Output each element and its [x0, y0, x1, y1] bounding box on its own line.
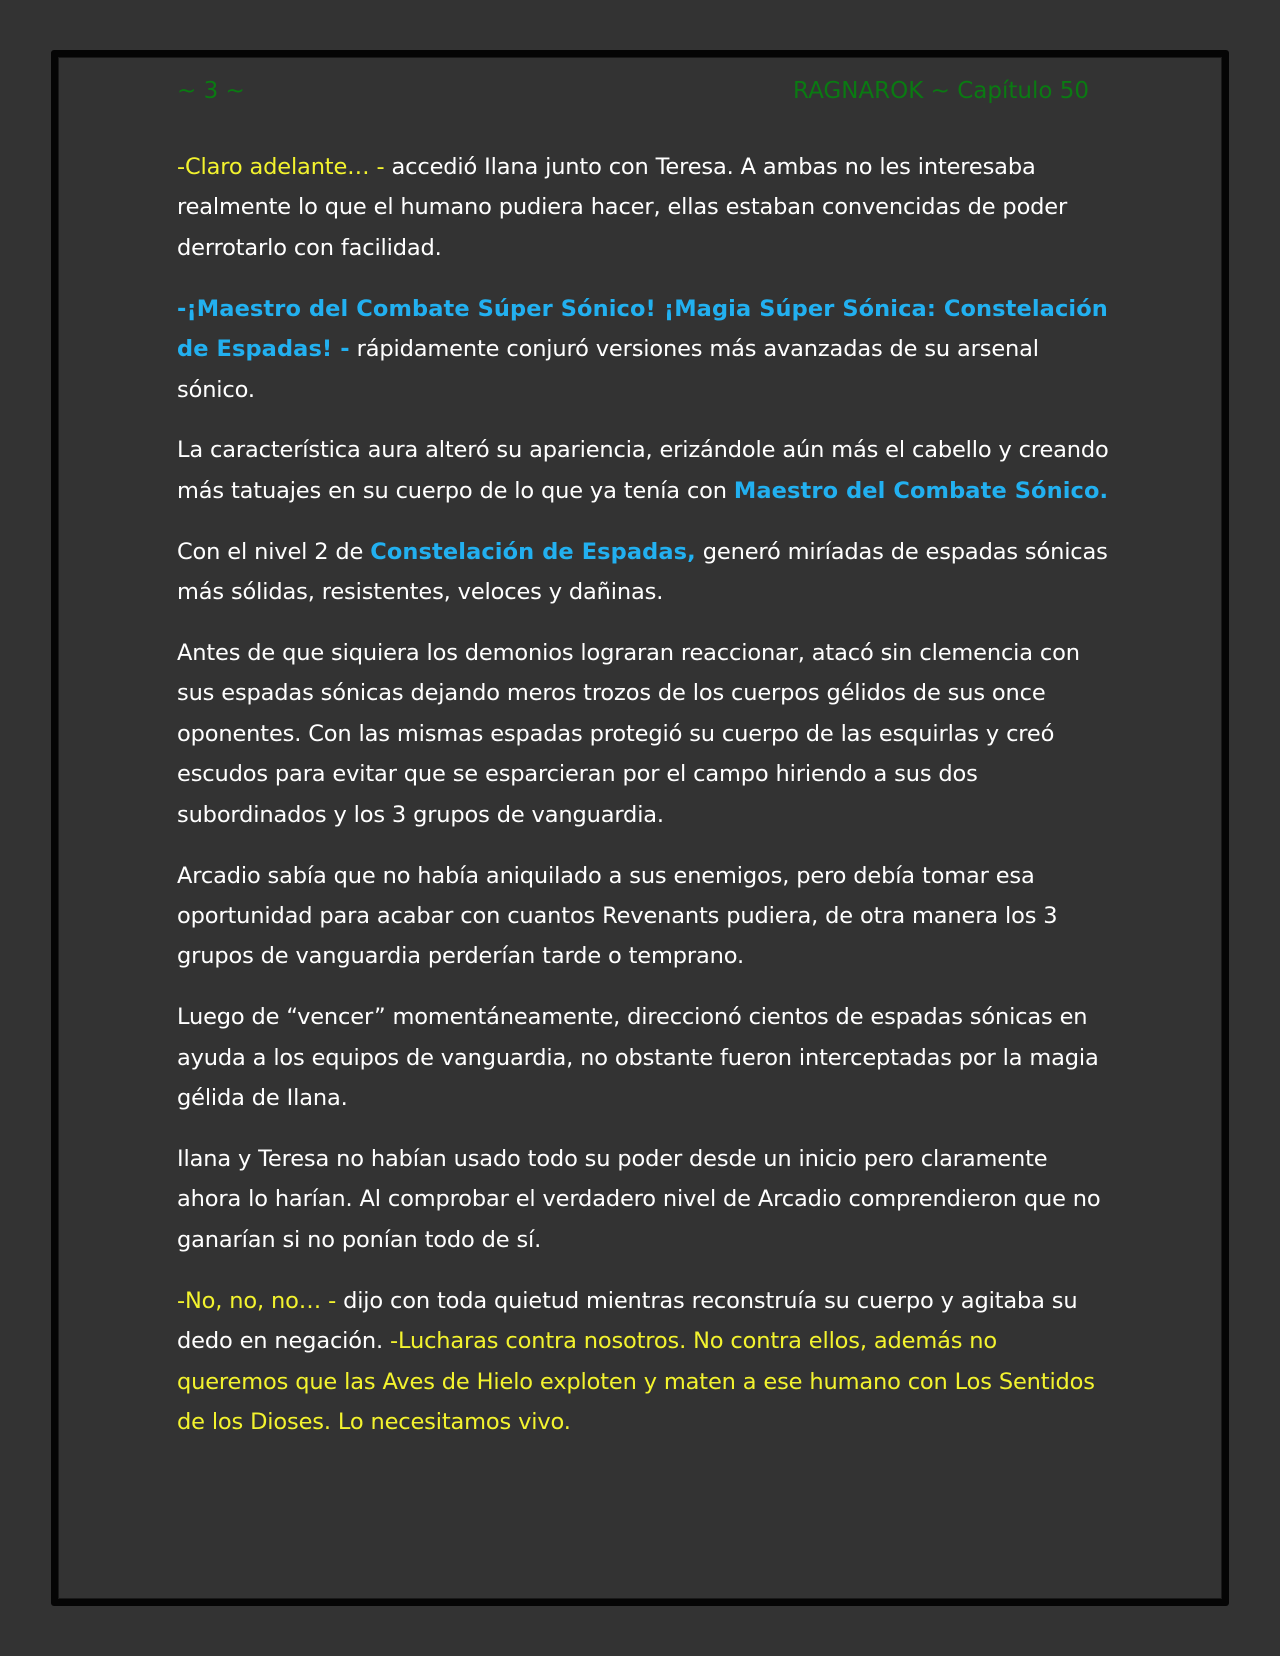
paragraph [177, 1281, 1114, 1443]
dialogue-text: -Lucharas contra nosotros. No contra ellos, además no queremos que las Aves de Hielo exploten y maten a ese humano con Los Sentidos de los Dioses. Lo necesitamos vivo. [177, 1328, 1095, 1435]
technique-name: -¡Maestro del Combate Súper Sónico! ¡Magia Súper Sónica: Constelación de Espadas! - [177, 295, 1108, 363]
paragraph [177, 1139, 1114, 1260]
paragraph [177, 147, 1114, 268]
page-number: ~ 3 ~ [177, 78, 245, 104]
narration-text: dijo con toda quietud mientras reconstruía su cuerpo y agitaba su dedo en negación. [177, 1287, 1078, 1355]
narration-text: accedió Ilana junto con Teresa. A ambas no les interesaba realmente lo que el humano pudiera hacer, ellas estaban convencidas de poder derrotarlo con facilidad. [177, 154, 1068, 261]
technique-name: Constelación de Espadas, [370, 538, 696, 565]
paragraph [177, 997, 1114, 1118]
narration-text: Luego de “vencer” momentáneamente, direccionó cientos de espadas sónicas en ayuda a los equipos de vanguardia, no obstante fueron interceptadas por la magia gélida de Ilana. [177, 1004, 1099, 1112]
page-header [177, 78, 1089, 110]
dialogue-text: -No, no, no… - [177, 1287, 337, 1314]
narration-text: rápidamente conjuró versiones más avanzadas de su arsenal sónico. [177, 336, 1039, 403]
technique-name: Maestro del Combate Sónico. [733, 477, 1109, 504]
narration-text: Ilana y Teresa no habían usado todo su poder desde un inicio pero claramente ahora lo harían. Al comprobar el verdadero nivel de Arcadio comprendieron que no ganarían si no ponían todo de sí. [177, 1146, 1101, 1253]
narration-text: Con el nivel 2 de [177, 538, 371, 565]
paragraph [177, 430, 1114, 511]
paragraph [177, 532, 1114, 613]
narration-text: Arcadio sabía que no había aniquilado a sus enemigos, pero debía tomar esa oportunidad para acabar con cuantos Revenants pudiera, de otra manera los 3 grupos de vanguardia perderían tarde o temprano. [177, 862, 1058, 970]
narration-text: generó miríadas de espadas sónicas más sólidas, resistentes, veloces y dañinas. [177, 538, 1108, 606]
chapter-body [177, 147, 1114, 1463]
narration-text: La característica aura alteró su apariencia, erizándole aún más el cabello y creando más tatuajes en su cuerpo de lo que ya tenía con [177, 437, 1109, 504]
running-title: RAGNAROK ~ Capítulo 50 [793, 78, 1089, 104]
paragraph [177, 633, 1114, 835]
narration-text: Antes de que siquiera los demonios lograran reaccionar, atacó sin clemencia con sus espadas sónicas dejando meros trozos de los cuerpos gélidos de sus once oponentes. Con las mismas espadas protegió su cuerpo de las esquirlas y creó escudos para evitar que se esparcieran por el campo hiriendo a sus dos subordinados y los 3 grupos de vanguardia. [177, 640, 1080, 828]
paragraph [177, 289, 1114, 410]
dialogue-text: -Claro adelante… - [177, 154, 385, 180]
paragraph [177, 856, 1114, 977]
